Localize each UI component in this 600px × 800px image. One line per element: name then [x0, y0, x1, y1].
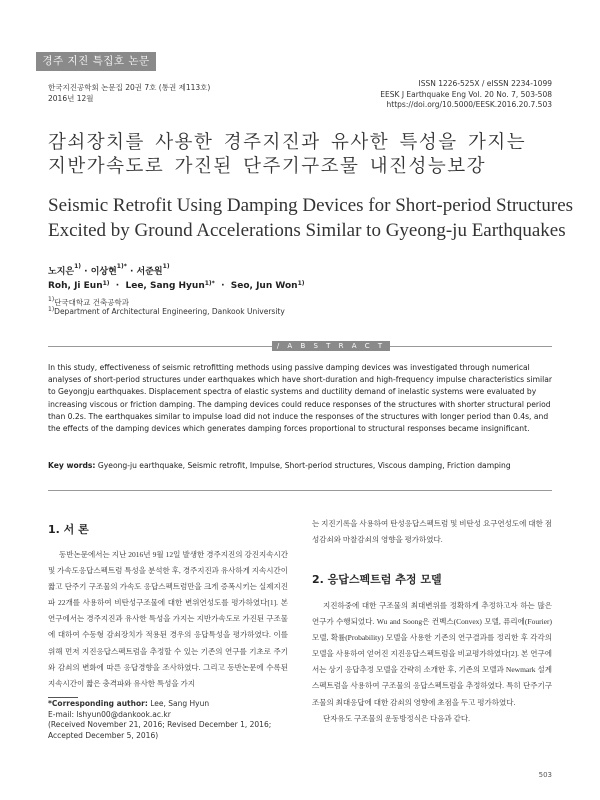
corresponding-author-email[interactable]: E-mail: lshyun00@dankook.ac.kr — [48, 709, 171, 719]
authors-english — [48, 281, 305, 291]
special-issue-badge: 경주 지진 특집호 논문 — [36, 52, 156, 71]
affiliation-mark: 1) — [162, 263, 170, 270]
section-2-paragraph: 지진하중에 대한 구조물의 최대변위를 정확하게 추정하고자 하는 많은 연구가 수행되었다. Wu and Soong은 컨벡스(Convex) 모델, 퓨리에(Fourier) 모델, 확률(Probability) 모델을 사용한 기존의 연구결과를 정리한 후 각각의 모델을 사용하여 얻어진 지진응답스펙트럼을 비교평가하였다[2]. 본 연구에서는 상기 응답추정 모델을 간략히 소개한 후, 기존의 모델과 Newmark 설계스펙트럼을 사용하여 구조물의 응답스펙트럼을 추정하였다. 특히 단주기구조물의 최대응답에 대한 감쇠의 영향에 초점을 두고 평가하였다. — [312, 601, 552, 707]
abstract-text: In this study, effectiveness of seismic retrofitting methods using passive damping devices was investigated through numerical analyses of short-period structures under earthquakes which have short-duration and high-frequency impulse characteristics similar to Geyongju earthquakes. Displacement spectra of elastic systems and ductility demand of inelastic systems were evaluated by increasing viscous or friction damping. The damping devices could reduce responses of the structures with shorter structural period than 0.2s. The earthquakes similar to impulse load did not induce the responses of the structures with longer period than 0.4s, and the effects of the damping devices which generates damping forces proportional to structural responses became insignificant. — [48, 363, 553, 434]
title-korean-line-2: 지반가속도로 가진된 단주기구조물 내진성능보강 — [48, 156, 486, 177]
title-english-line-1: Seismic Retrofit Using Damping Devices for Short-period Structures — [48, 195, 574, 216]
section-2-paragraph: 단자유도 구조물의 운동방정식은 다음과 같다. — [323, 713, 471, 723]
affiliation-mark: 1)* — [116, 263, 127, 270]
doi-link[interactable]: https://doi.org/10.5000/EESK.2016.20.7.503 — [386, 100, 552, 109]
author-separator: · — [109, 281, 126, 291]
section-2-heading: 2. 응답스펙트럼 추정 모델 — [312, 573, 442, 586]
received-dates: (Received November 21, 2016; Revised December 1, 2016; Accepted December 5, 2016) — [48, 720, 272, 740]
affiliation-mark: 1) — [48, 306, 55, 313]
affiliation-mark: 1)* — [204, 280, 215, 287]
corresponding-author-label: *Corresponding author: — [48, 699, 148, 708]
section-1-paragraph-continued: 는 지진기록을 사용하여 탄성응답스펙트럼 및 비탄성 요구연성도에 대한 점성감쇠와 마찰감쇠의 영향을 평가하였다. — [312, 519, 552, 545]
title-korean-line-1: 감쇠장치를 사용한 경주지진과 유사한 특성을 가지는 — [48, 132, 527, 153]
author-name: Seo, Jun Won — [230, 281, 298, 291]
keywords-list: Gyeong-ju earthquake, Seismic retrofit, Impulse, Short-period structures, Viscous damping, Friction damping — [97, 461, 511, 470]
abstract-bottom-divider — [48, 490, 552, 491]
right-column-continued — [312, 516, 552, 548]
affiliation-mark: 1) — [48, 296, 55, 303]
journal-name-ko: 한국지진공학회 논문집 20권 7호 (통권 제113호) — [48, 83, 211, 92]
right-column — [312, 598, 552, 727]
affiliation-mark: 1) — [74, 263, 82, 270]
title-english — [48, 193, 588, 243]
affiliation-mark: 1) — [102, 280, 110, 287]
author-separator: · — [81, 267, 91, 277]
affiliation-english — [48, 307, 285, 316]
abstract-header — [48, 341, 552, 360]
authors-korean — [48, 264, 170, 277]
title-korean — [48, 131, 568, 179]
publication-date-ko: 2016년 12월 — [48, 93, 94, 103]
affiliation-text: 단국대학교 건축공학과 — [54, 298, 130, 307]
author-separator: · — [214, 281, 231, 291]
keywords-label: Key words: — [48, 461, 96, 470]
author-name: 노지은 — [48, 267, 75, 277]
keywords — [48, 461, 554, 470]
page-number: 503 — [538, 771, 552, 779]
affiliation-mark: 1) — [297, 280, 305, 287]
author-name: Lee, Sang Hyun — [125, 281, 205, 291]
author-name: Roh, Ji Eun — [48, 281, 103, 291]
author-separator: · — [126, 267, 137, 277]
section-1-paragraph: 동반논문에서는 지난 2016년 9월 12일 발생한 경주지진의 강진지속시간 및 가속도응답스펙트럼 특성을 분석한 후, 경주지진과 유사하게 지속시간이 짧고 단주기 구조물의 가속도 응답스펙트럼만을 크게 증폭시키는 실제지진파 22개를 사용하여 비탄성구조물에 대한 변위연성도를 평가하였다[1]. 본 연구에서는 경주지진과 유사한 특성을 가지는 지반가속도로 가진된 구조물에 대하여 수동형 감쇠장치가 적용된 경우의 응답특성을 평가하였다. 이를 위해 먼저 지진응답스펙트럼을 추정할 수 있는 기존의 연구를 기초로 주기와 감쇠의 변화에 따른 응답경향을 조사하였다. 그리고 동반논문에 수록된 지속시간이 짧은 충격파와 유사한 특성을 가지 — [48, 550, 288, 688]
affiliation-text: Department of Architectural Engineering, Dankook University — [54, 307, 285, 316]
left-column — [48, 547, 288, 692]
journal-header-en — [380, 79, 552, 111]
footnote-divider — [48, 697, 78, 698]
author-name: 이상현 — [90, 267, 117, 277]
corresponding-author-name: Lee, Sang Hyun — [147, 699, 210, 708]
section-1-heading: 1. 서 론 — [48, 523, 89, 536]
journal-name-en: EESK J Earthquake Eng Vol. 20 No. 7, 503-508 — [380, 89, 552, 99]
abstract-label: / A B S T R A C T / — [272, 341, 390, 351]
author-name: 서준원 — [136, 267, 163, 277]
footnote — [48, 699, 288, 741]
journal-header-ko — [48, 83, 210, 104]
title-english-line-2: Excited by Ground Accelerations Similar to Gyeong-ju Earthquakes — [48, 220, 566, 241]
issn: ISSN 1226-525X / eISSN 2234-1099 — [418, 79, 552, 88]
